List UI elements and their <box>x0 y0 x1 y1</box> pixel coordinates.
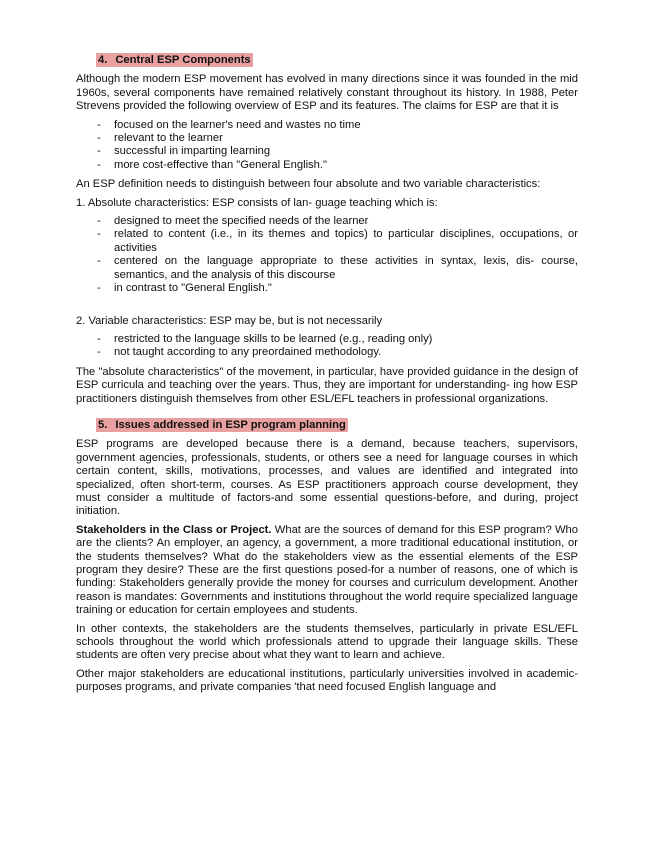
section-4-title: Central ESP Components <box>115 54 251 66</box>
section-4-highlight <box>96 53 253 67</box>
section-5-paragraph-4: Other major stakeholders are educational institutions, particularly universities involved in academic-purposes programs, and private companies 'that need focused English language and <box>76 667 578 694</box>
list-item: - restricted to the language skills to be learned (e.g., reading only) <box>76 333 578 346</box>
list-item: - relevant to the learner <box>76 132 578 145</box>
absolute-intro: 1. Absolute characteristics: ESP consists of lan- guage teaching which is: <box>76 196 438 209</box>
variable-intro: 2. Variable characteristics: ESP may be, but is not necessarily <box>76 314 383 327</box>
list-item: - related to content (i.e., in its themes and topics) to particular disciplines, occupations, or activities <box>76 228 578 255</box>
spacer <box>76 302 578 315</box>
stakeholders-lead: Stakeholders in the Class or Project. <box>76 523 272 536</box>
stakeholders-paragraph <box>76 524 578 618</box>
stakeholders-text: What are the sources of demand for this ESP program? Who are the clients? An employer, an agency, a government, a more traditional educational institution, or the students themselves? What do the stakeholders view as the essential elements of the ESP program they desire? These are the first questions posed-for a number of reasons, one of which is funding: Stakeholders generally provide the money for courses and curriculum development. Another reason is mandates: Governments and institutions throughout the world require specialized language training or education for certain employees and students. <box>76 523 578 617</box>
section-4-heading <box>96 54 578 67</box>
list-item: - centered on the language appropriate to these activities in syntax, lexis, dis- course, semantics, and the analysis of this discourse <box>76 255 578 282</box>
section-5-highlight <box>96 418 348 432</box>
section-5-heading <box>96 419 578 432</box>
list-item: - in contrast to "General English." <box>76 282 578 295</box>
list-item: - focused on the learner's need and wastes no time <box>76 119 578 132</box>
section-4-closing: The "absolute characteristics" of the movement, in particular, have provided guidance in the design of ESP curricula and teaching over the years. Thus, they are important for understanding- ing how ESP practitioners distinguish themselves from other ESL/EFL teachers in professional organizations. <box>76 365 578 405</box>
list-item: - not taught according to any preordained methodology. <box>76 346 578 359</box>
section-5-title: Issues addressed in ESP program planning <box>115 418 346 431</box>
section-5-paragraph-3: In other contexts, the stakeholders are the students themselves, particularly in private ESL/EFL schools throughout the world which professionals attend to upgrade their language skills. These students are often very precise about what they want to learn and achieve. <box>76 622 578 662</box>
section-5-paragraph-1: ESP programs are developed because there is a demand, because teachers, supervisors, government agencies, professionals, students, or others see a need for language courses in which certain content, skills, motivations, processes, and values are identified and integrated into specialized, often short-term, courses. As ESP practitioners approach course development, they must consider a multitude of factors-and some essential questions-before, and during, project initiation. <box>76 438 578 518</box>
variable-list <box>76 333 578 360</box>
section-4-intro: Although the modern ESP movement has evolved in many directions since it was founded in the mid 1960s, several components have remained relatively constant throughout its history. In 1988, Peter Strevens provided the following overview of ESP and its features. The claims for ESP are that it is <box>76 73 578 113</box>
definition-paragraph: An ESP definition needs to distinguish between four absolute and two variable characteristics: <box>76 178 541 191</box>
section-4-number: 4. <box>98 54 108 66</box>
claims-list <box>76 119 578 173</box>
absolute-list <box>76 215 578 295</box>
list-item: - more cost-effective than "General English." <box>76 159 578 172</box>
list-item: - successful in imparting learning <box>76 145 578 158</box>
document-page <box>76 54 578 700</box>
list-item: - designed to meet the specified needs of the learner <box>76 215 578 228</box>
section-5-number: 5. <box>98 418 108 431</box>
